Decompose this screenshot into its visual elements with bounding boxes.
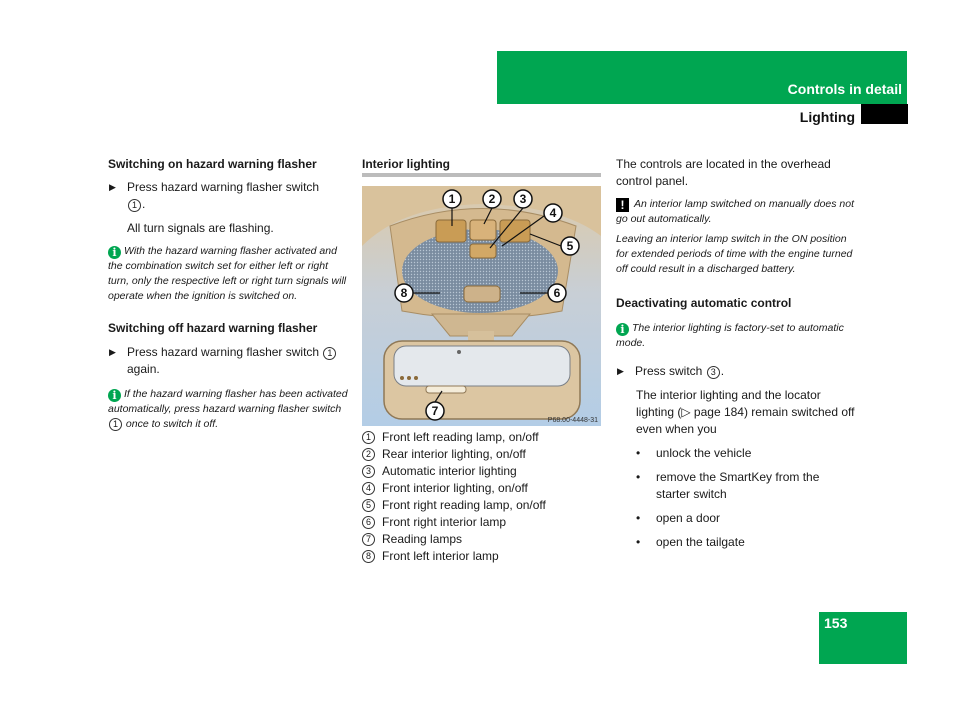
warning-icon: ! xyxy=(616,198,629,212)
heading-switch-on: Switching on hazard warning flasher xyxy=(108,157,317,171)
legend-item xyxy=(362,514,602,531)
legend-text: Front interior lighting, on/off xyxy=(382,481,528,495)
figure-code: P68.00-4448-31 xyxy=(547,417,598,424)
callout-8 xyxy=(395,284,413,302)
subsection-title: Lighting xyxy=(799,109,855,125)
para-text: The interior lighting and the locator lighting ( xyxy=(636,388,821,419)
step-arrow-icon: ▶ xyxy=(109,182,116,192)
list-item-text: open the tailgate xyxy=(656,535,745,549)
step-text: Press hazard warning flasher switch xyxy=(127,345,320,359)
callout-1 xyxy=(443,190,461,208)
heading-rule xyxy=(362,173,601,177)
legend-text: Front right reading lamp, on/off xyxy=(382,498,546,512)
callout-2 xyxy=(483,190,501,208)
warning-text: An interior lamp switched on manually does not go out automatically. xyxy=(616,198,855,225)
info-icon: i xyxy=(108,389,121,402)
heading-switch-off: Switching off hazard warning flasher xyxy=(108,321,318,335)
note-hazard-ignition xyxy=(108,244,348,304)
list-item-text: remove the SmartKey from the starter switch xyxy=(656,470,820,501)
warning-battery: Leaving an interior lamp switch in the ON position for extended periods of time with the engine turned off could result in a discharged battery. xyxy=(616,233,853,275)
page-ref-arrow-icon: ▷ xyxy=(681,405,691,419)
list-item-text: unlock the vehicle xyxy=(656,446,752,460)
step-press-switch xyxy=(616,363,856,380)
note-text-end: once to switch it off. xyxy=(125,418,219,430)
svg-text:8: 8 xyxy=(400,286,408,300)
legend-text: Front left reading lamp, on/off xyxy=(382,430,539,444)
note-text: If the hazard warning flasher has been activated automatically, press hazard warning flasher switch xyxy=(108,388,348,415)
callout-3 xyxy=(514,190,532,208)
para-text-end: page 184) remain switched off even when you xyxy=(636,405,855,436)
svg-text:3: 3 xyxy=(519,192,527,206)
svg-text:6: 6 xyxy=(553,286,561,300)
step-text: Press switch xyxy=(635,364,703,378)
callout-ref: 1 xyxy=(109,418,122,431)
right-column xyxy=(616,156,856,551)
note-text: With the hazard warning flasher activated and the combination switch set for either left or right turn, only the respective left or right turn signals will operate when the ignition is switched on. xyxy=(108,245,347,302)
legend-text: Front left interior lamp xyxy=(382,549,499,563)
legend-num: 1 xyxy=(362,431,375,444)
step-switch-on xyxy=(108,179,348,213)
step-end: . xyxy=(142,197,146,211)
heading-deactivate: Deactivating automatic control xyxy=(616,296,792,310)
warning-manual-lamp xyxy=(616,197,856,227)
overhead-panel-illustration xyxy=(362,186,601,426)
svg-text:1: 1 xyxy=(448,192,456,206)
legend-text: Front right interior lamp xyxy=(382,515,507,529)
legend-num: 7 xyxy=(362,533,375,546)
figure-legend xyxy=(362,429,602,565)
legend-item xyxy=(362,497,602,514)
legend-num: 5 xyxy=(362,499,375,512)
legend-num: 8 xyxy=(362,550,375,563)
list-item-text: open a door xyxy=(656,511,721,525)
intro-text: The controls are located in the overhead control panel. xyxy=(616,157,831,188)
page-number: 153 xyxy=(824,615,848,631)
legend-item xyxy=(362,446,602,463)
legend-item xyxy=(362,548,602,565)
legend-item xyxy=(362,463,602,480)
note-auto-hazard xyxy=(108,387,348,432)
callout-7 xyxy=(426,402,444,420)
legend-item xyxy=(362,429,602,446)
callout-ref: 1 xyxy=(128,199,141,212)
svg-text:4: 4 xyxy=(549,206,557,220)
legend-num: 3 xyxy=(362,465,375,478)
info-icon: i xyxy=(616,323,629,336)
legend-num: 2 xyxy=(362,448,375,461)
list-item xyxy=(636,445,856,462)
step-switch-off xyxy=(108,344,348,378)
note-text: The interior lighting is factory-set to automatic mode. xyxy=(616,322,844,349)
callout-4 xyxy=(544,204,562,222)
heading-interior-lighting: Interior lighting xyxy=(362,157,450,171)
legend-text: Automatic interior lighting xyxy=(382,464,517,478)
svg-text:7: 7 xyxy=(431,404,439,418)
legend-num: 6 xyxy=(362,516,375,529)
list-item xyxy=(636,534,856,551)
subsection-marker xyxy=(861,104,908,124)
bullet-dot-icon: • xyxy=(636,446,641,460)
legend-item xyxy=(362,480,602,497)
section-title: Controls in detail xyxy=(787,81,902,97)
list-item xyxy=(636,510,856,527)
step-end: . xyxy=(720,364,725,378)
legend-text: Reading lamps xyxy=(382,532,463,546)
bullet-dot-icon: • xyxy=(636,535,641,549)
list-item xyxy=(636,469,856,503)
legend-item xyxy=(362,531,602,548)
info-icon: i xyxy=(108,246,121,259)
result-text: All turn signals are flashing. xyxy=(127,221,274,235)
callout-ref: 3 xyxy=(707,366,720,379)
legend-num: 4 xyxy=(362,482,375,495)
bullet-dot-icon: • xyxy=(636,470,641,484)
svg-text:2: 2 xyxy=(488,192,496,206)
callout-5 xyxy=(561,237,579,255)
note-factory-set xyxy=(616,321,856,351)
step-arrow-icon: ▶ xyxy=(617,366,624,376)
bullet-dot-icon: • xyxy=(636,511,641,525)
step-end: again. xyxy=(127,362,160,376)
step-arrow-icon: ▶ xyxy=(109,347,116,357)
callout-6 xyxy=(548,284,566,302)
step-text: Press hazard warning flasher switch xyxy=(127,180,320,194)
svg-text:5: 5 xyxy=(566,239,574,253)
conditions-list xyxy=(616,445,856,551)
left-column xyxy=(108,156,348,432)
remain-off-text xyxy=(616,387,856,438)
callout-ref: 1 xyxy=(323,347,336,360)
legend-text: Rear interior lighting, on/off xyxy=(382,447,526,461)
